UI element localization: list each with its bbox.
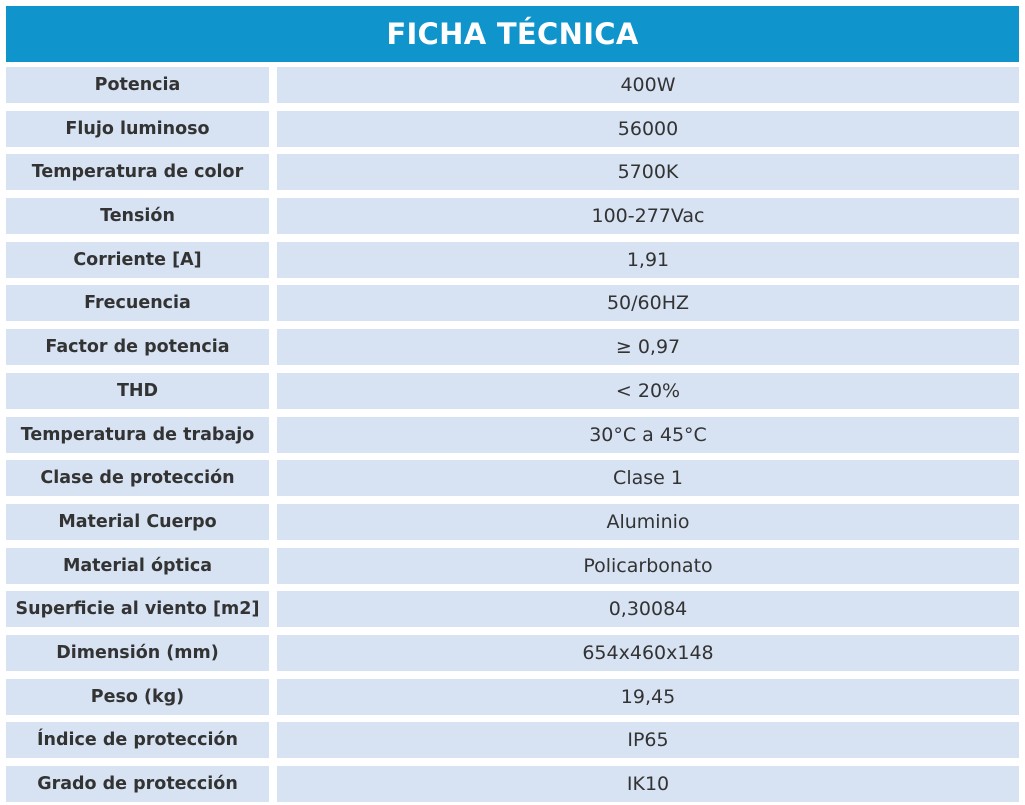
spec-value: Aluminio	[277, 504, 1019, 540]
spec-row-temperatura-color	[6, 154, 1019, 190]
spec-label: Índice de protección	[6, 722, 269, 758]
spec-row-thd	[6, 373, 1019, 409]
spec-row-dimension	[6, 635, 1019, 671]
spec-label: Superficie al viento [m2]	[6, 591, 269, 627]
spec-label: Potencia	[6, 67, 269, 103]
spec-row-peso	[6, 679, 1019, 715]
spec-label: Grado de protección	[6, 766, 269, 802]
spec-label: Material óptica	[6, 548, 269, 584]
spec-label: Peso (kg)	[6, 679, 269, 715]
spec-label: Tensión	[6, 198, 269, 234]
spec-value: 1,91	[277, 242, 1019, 278]
spec-value: IK10	[277, 766, 1019, 802]
spec-row-clase-proteccion	[6, 460, 1019, 496]
spec-row-material-cuerpo	[6, 504, 1019, 540]
spec-label: THD	[6, 373, 269, 409]
spec-value: Clase 1	[277, 460, 1019, 496]
spec-row-indice-proteccion	[6, 722, 1019, 758]
spec-sheet	[6, 6, 1019, 802]
spec-row-corriente	[6, 242, 1019, 278]
spec-sheet-title: FICHA TÉCNICA	[6, 6, 1019, 62]
spec-label: Temperatura de trabajo	[6, 417, 269, 453]
spec-value: 5700K	[277, 154, 1019, 190]
spec-row-flujo-luminoso	[6, 111, 1019, 147]
spec-value: 400W	[277, 67, 1019, 103]
spec-label: Clase de protección	[6, 460, 269, 496]
spec-row-superficie-viento	[6, 591, 1019, 627]
spec-row-tension	[6, 198, 1019, 234]
spec-label: Dimensión (mm)	[6, 635, 269, 671]
spec-table	[6, 67, 1019, 802]
spec-value: 56000	[277, 111, 1019, 147]
spec-value: Policarbonato	[277, 548, 1019, 584]
spec-value: 0,30084	[277, 591, 1019, 627]
spec-value: IP65	[277, 722, 1019, 758]
spec-value: 654x460x148	[277, 635, 1019, 671]
spec-value: 30°C a 45°C	[277, 417, 1019, 453]
spec-row-material-optica	[6, 548, 1019, 584]
spec-row-potencia	[6, 67, 1019, 103]
spec-label: Temperatura de color	[6, 154, 269, 190]
spec-label: Frecuencia	[6, 285, 269, 321]
spec-row-grado-proteccion	[6, 766, 1019, 802]
spec-row-frecuencia	[6, 285, 1019, 321]
spec-label: Factor de potencia	[6, 329, 269, 365]
spec-value: 100-277Vac	[277, 198, 1019, 234]
spec-value: < 20%	[277, 373, 1019, 409]
spec-value: 50/60HZ	[277, 285, 1019, 321]
spec-value: 19,45	[277, 679, 1019, 715]
spec-value: ≥ 0,97	[277, 329, 1019, 365]
spec-row-factor-potencia	[6, 329, 1019, 365]
spec-label: Flujo luminoso	[6, 111, 269, 147]
spec-row-temperatura-trabajo	[6, 417, 1019, 453]
spec-label: Corriente [A]	[6, 242, 269, 278]
spec-label: Material Cuerpo	[6, 504, 269, 540]
